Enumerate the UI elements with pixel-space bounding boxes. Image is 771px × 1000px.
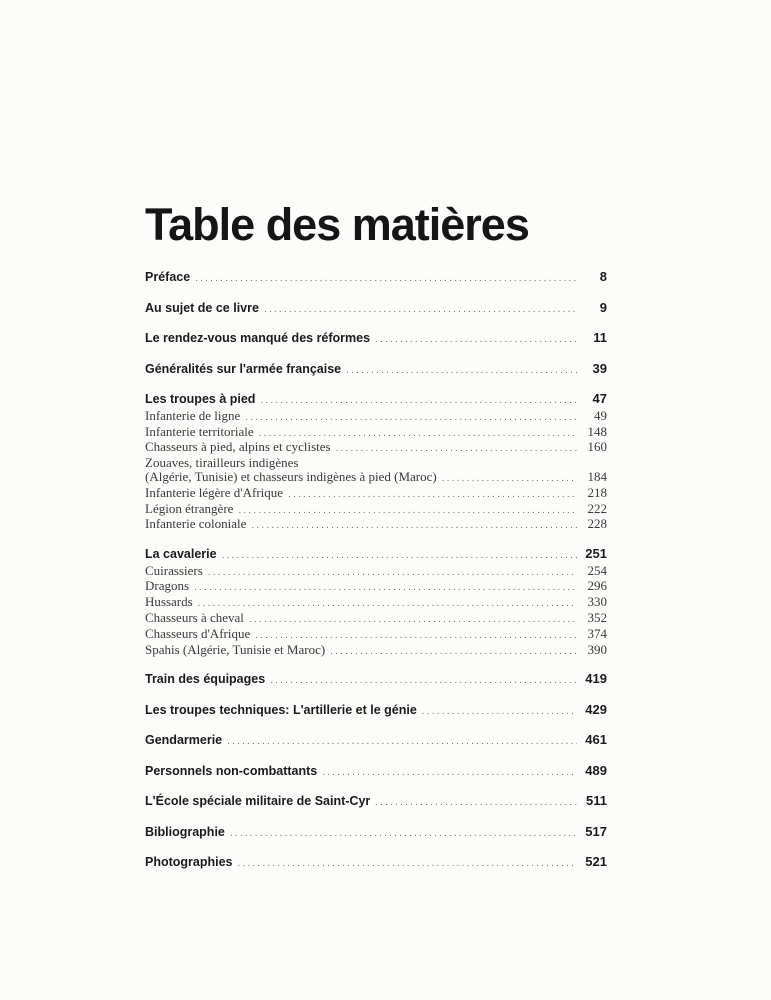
toc-entry-page: 39 <box>592 360 607 376</box>
toc-row <box>145 425 607 441</box>
toc-entry-label: Le rendez-vous manqué des réformes <box>145 331 371 346</box>
toc-entry-label: Photographies <box>145 855 233 870</box>
toc-row <box>145 764 607 781</box>
toc-entry-label: Dragons <box>145 578 190 594</box>
toc-entry-label: Infanterie de ligne <box>145 407 241 423</box>
dot-leader <box>230 827 577 842</box>
toc-entry-page: 11 <box>593 330 607 346</box>
dot-leader <box>375 796 577 811</box>
toc-row <box>145 362 607 379</box>
toc-entry-label: Gendarmerie <box>145 733 223 748</box>
toc-entry-page: 251 <box>585 546 607 562</box>
toc-row <box>145 794 607 811</box>
dot-leader <box>330 645 577 659</box>
toc-entry-page: 218 <box>587 484 607 500</box>
toc-row <box>145 470 607 486</box>
toc-entry-page: 148 <box>587 423 607 439</box>
toc-entry-page: 461 <box>585 732 607 748</box>
toc-entry-page: 254 <box>587 562 607 578</box>
toc-entry-label: La cavalerie <box>145 547 217 562</box>
toc-entry-label: Légion étrangère <box>145 500 234 516</box>
toc-entry-label: Préface <box>145 270 191 285</box>
toc-entry-page: 521 <box>585 854 607 870</box>
dot-leader <box>227 735 577 750</box>
toc-row <box>145 502 607 518</box>
toc-row <box>145 409 607 425</box>
dot-leader <box>208 566 577 580</box>
page-title: Table des matières <box>145 199 529 250</box>
toc-entry-page: 8 <box>599 269 607 285</box>
toc-entry-label: Chasseurs à pied, alpins et cyclistes <box>145 439 331 455</box>
dot-leader <box>255 629 577 643</box>
toc-entry-label: Les troupes à pied <box>145 392 256 407</box>
toc-row <box>145 627 607 643</box>
toc-entry-page: 228 <box>587 516 607 532</box>
toc-entry-page: 517 <box>585 823 607 839</box>
toc-entry-page: 9 <box>599 299 607 315</box>
toc-row <box>145 392 607 409</box>
toc-row <box>145 579 607 595</box>
toc-entry-page: 49 <box>594 407 607 423</box>
toc-entry-label: Chasseurs à cheval <box>145 610 244 626</box>
dot-leader <box>238 857 577 872</box>
toc-entry-page: 160 <box>587 439 607 455</box>
toc-entry-label: Au sujet de ce livre <box>145 300 259 315</box>
toc-row <box>145 486 607 502</box>
toc-entry-label: Les troupes techniques: L'artillerie et le génie <box>145 702 417 717</box>
dot-leader <box>195 272 577 287</box>
table-of-contents <box>145 0 607 872</box>
toc-entry-label: Infanterie territoriale <box>145 423 254 439</box>
dot-leader <box>194 581 577 595</box>
toc-row <box>145 301 607 318</box>
toc-list <box>145 270 607 872</box>
dot-leader <box>251 519 577 533</box>
dot-leader <box>198 597 577 611</box>
toc-row <box>145 456 607 470</box>
dot-leader <box>288 488 577 502</box>
toc-row <box>145 440 607 456</box>
toc-entry-page: 374 <box>587 625 607 641</box>
toc-row <box>145 825 607 842</box>
toc-entry-label: Personnels non-combattants <box>145 763 318 778</box>
toc-entry-page: 330 <box>587 594 607 610</box>
toc-entry-label: L'École spéciale militaire de Saint-Cyr <box>145 794 371 809</box>
dot-leader <box>238 504 577 518</box>
toc-row <box>145 733 607 750</box>
toc-entry-page: 489 <box>585 762 607 778</box>
dot-leader <box>375 333 577 348</box>
dot-leader <box>249 613 577 627</box>
toc-entry-page: 296 <box>587 578 607 594</box>
toc-entry-label: Généralités sur l'armée française <box>145 361 342 376</box>
dot-leader <box>442 472 577 486</box>
toc-entry-page: 429 <box>585 701 607 717</box>
dot-leader <box>422 705 577 720</box>
toc-row <box>145 855 607 872</box>
dot-leader <box>346 364 577 379</box>
dot-leader <box>336 442 577 456</box>
toc-row <box>145 547 607 564</box>
toc-row <box>145 517 607 533</box>
toc-row <box>145 270 607 287</box>
toc-entry-label: Train des équipages <box>145 672 266 687</box>
dot-leader <box>245 411 577 425</box>
toc-entry-page: 222 <box>587 500 607 516</box>
toc-entry-page: 352 <box>587 610 607 626</box>
toc-entry-page: 184 <box>587 468 607 484</box>
toc-entry-label: Hussards <box>145 594 193 610</box>
dot-leader <box>270 674 577 689</box>
toc-entry-label: Chasseurs d'Afrique <box>145 625 251 641</box>
dot-leader <box>259 427 577 441</box>
toc-entry-label: Infanterie légère d'Afrique <box>145 484 284 500</box>
toc-entry-label: Zouaves, tirailleurs indigènes <box>145 455 299 471</box>
dot-leader <box>322 766 577 781</box>
toc-entry-label: Cuirassiers <box>145 562 203 578</box>
toc-entry-page: 511 <box>586 793 607 809</box>
toc-entry-page: 47 <box>592 391 607 407</box>
toc-entry-label: Spahis (Algérie, Tunisie et Maroc) <box>145 641 326 657</box>
toc-row <box>145 643 607 659</box>
toc-entry-label: Infanterie coloniale <box>145 516 247 532</box>
dot-leader <box>222 549 577 564</box>
toc-entry-page: 390 <box>587 641 607 657</box>
dot-leader <box>264 303 577 318</box>
toc-row <box>145 672 607 689</box>
toc-entry-label: (Algérie, Tunisie) et chasseurs indigènes à pied (Maroc) <box>145 468 437 484</box>
toc-row <box>145 331 607 348</box>
toc-entry-label: Bibliographie <box>145 824 225 839</box>
toc-row <box>145 703 607 720</box>
toc-row <box>145 595 607 611</box>
toc-row <box>145 564 607 580</box>
toc-entry-page: 419 <box>585 671 607 687</box>
toc-row <box>145 611 607 627</box>
dot-leader <box>260 394 577 409</box>
